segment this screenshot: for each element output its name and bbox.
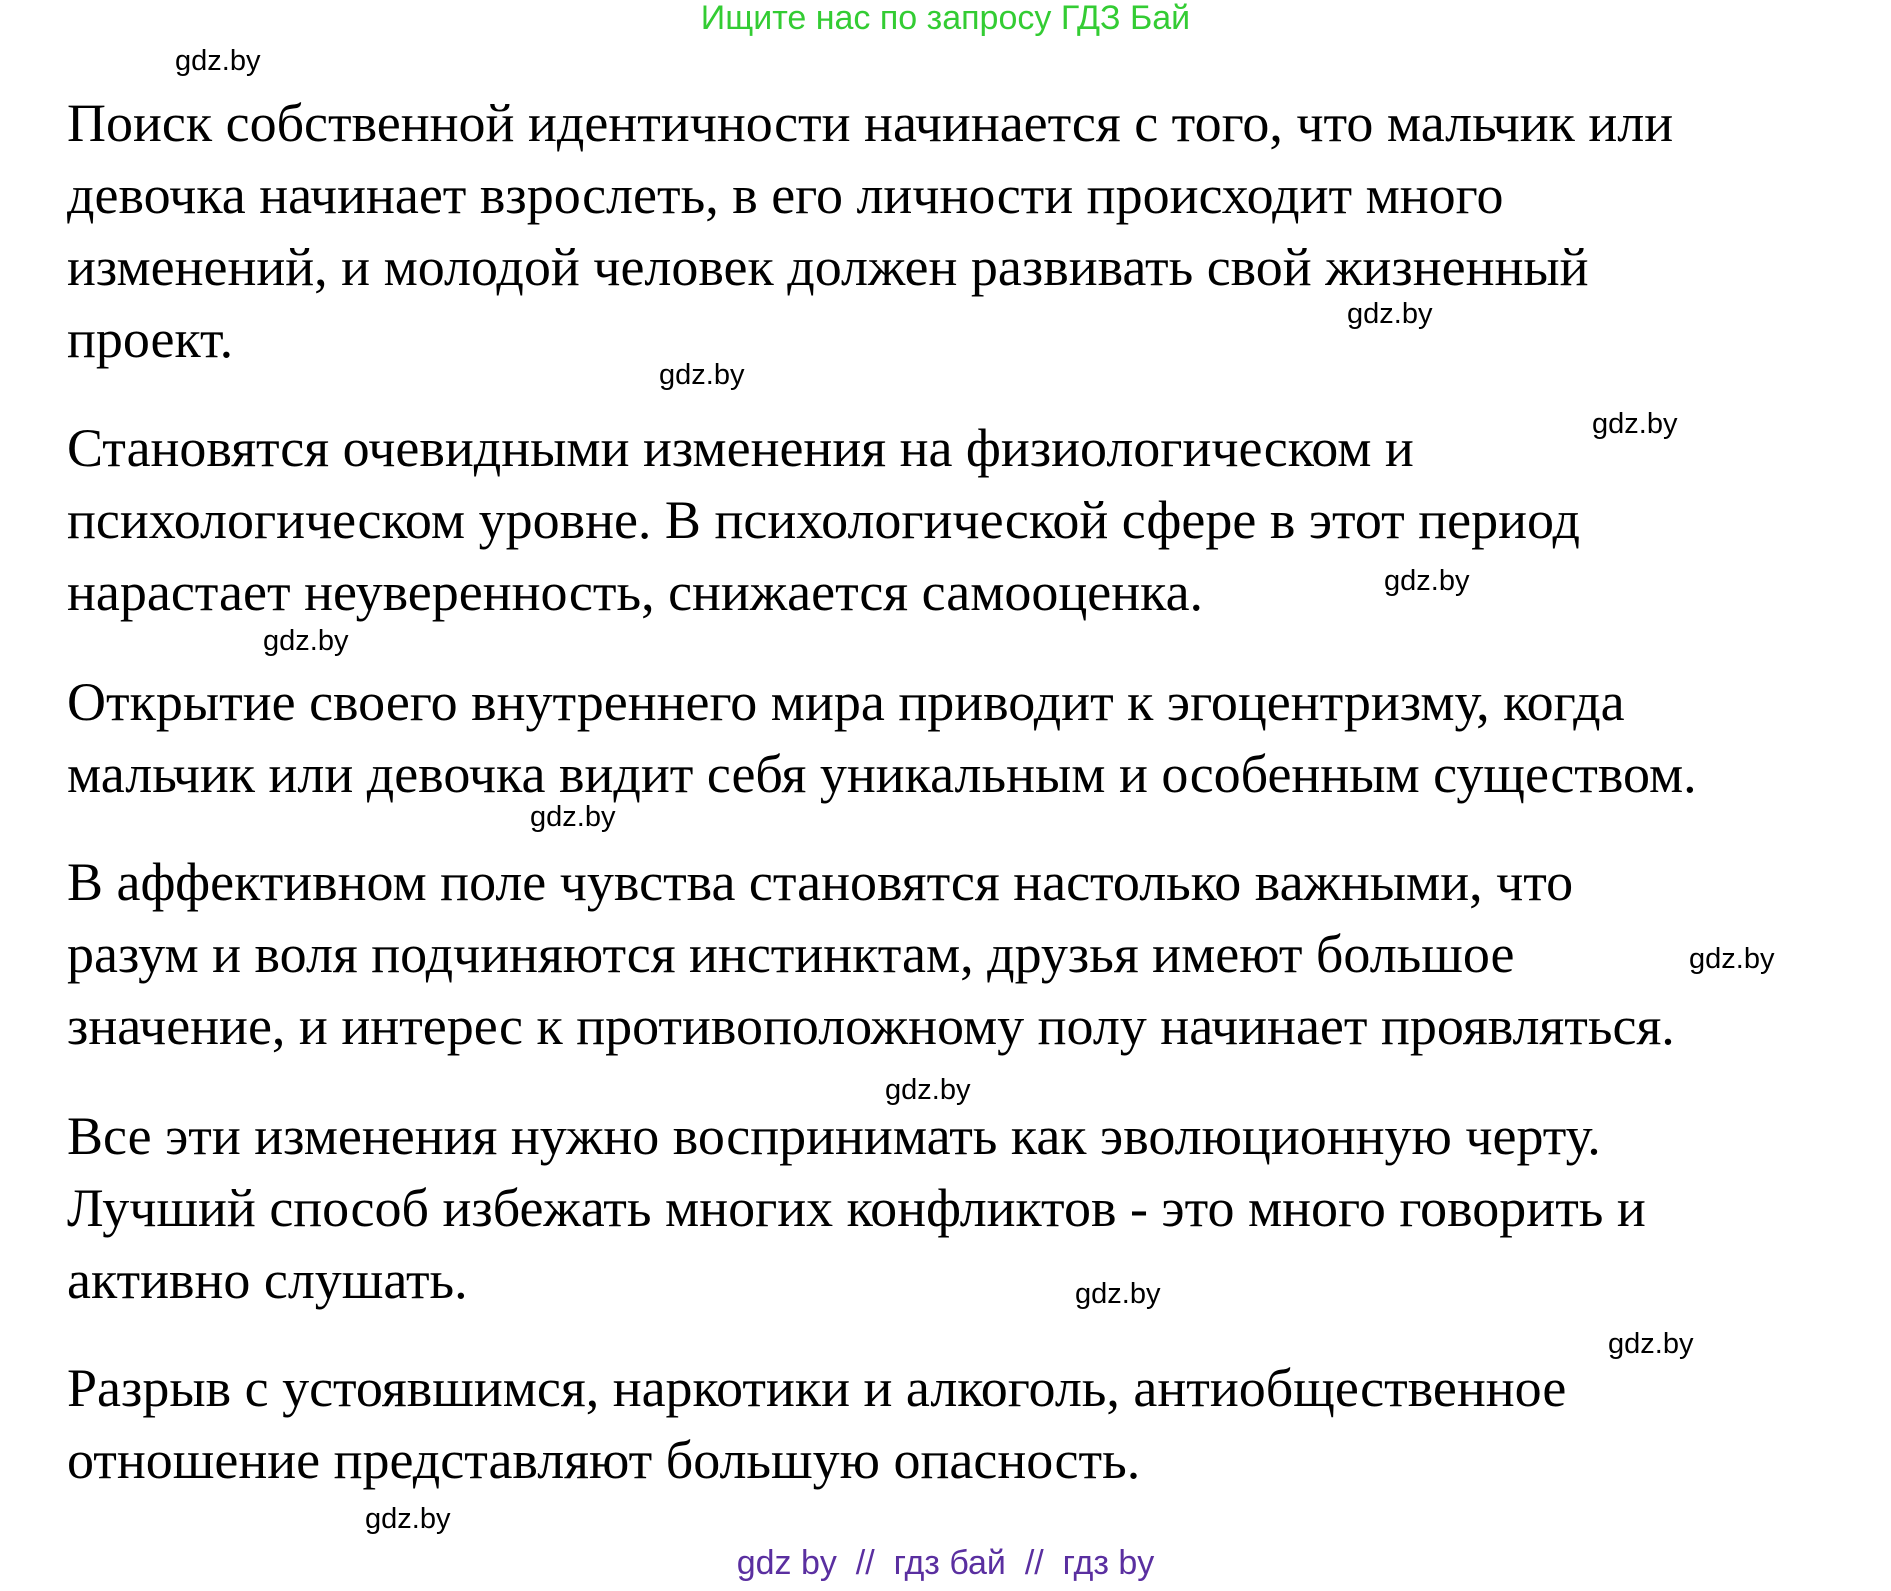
paragraph-3-line-2: мальчик или девочка видит себя уникальным и особенным существом. — [67, 744, 1697, 804]
paragraph-4-line-3: значение, и интерес к противоположному полу начинает проявляться. — [67, 996, 1675, 1056]
watermark: gdz.by — [263, 625, 349, 657]
watermark: gdz.by — [175, 45, 261, 77]
paragraph-5-line-1: Все эти изменения нужно воспринимать как эволюционную черту. — [67, 1106, 1601, 1166]
watermark: gdz.by — [1347, 298, 1433, 330]
watermark: gdz.by — [365, 1503, 451, 1535]
footer-banner: gdz by // гдз бай // гдз by — [736, 1544, 1155, 1582]
paragraph-2-line-3: нарастает неуверенность, снижается самооценка. — [67, 562, 1204, 622]
paragraph-3-line-1: Открытие своего внутреннего мира приводит к эгоцентризму, когда — [67, 672, 1625, 732]
watermark: gdz.by — [1608, 1328, 1694, 1360]
header-banner: Ищите нас по запросу ГДЗ Бай — [700, 0, 1191, 37]
paragraph-5-line-2: Лучший способ избежать многих конфликтов - это много говорить и — [67, 1178, 1646, 1238]
paragraph-6-line-2: отношение представляют большую опасность. — [67, 1430, 1141, 1490]
paragraph-1-line-3: изменений, и молодой человек должен развивать свой жизненный — [67, 237, 1589, 297]
paragraph-1-line-4: проект. — [67, 309, 234, 369]
paragraph-4-line-2: разум и воля подчиняются инстинктам, друзья имеют большое — [67, 924, 1515, 984]
watermark: gdz.by — [1075, 1278, 1161, 1310]
watermark: gdz.by — [1592, 408, 1678, 440]
watermark: gdz.by — [885, 1074, 971, 1106]
watermark: gdz.by — [1384, 565, 1470, 597]
paragraph-4-line-1: В аффективном поле чувства становятся настолько важными, что — [67, 852, 1574, 912]
watermark: gdz.by — [530, 801, 616, 833]
paragraph-2-line-2: психологическом уровне. В психологической сфере в этот период — [67, 490, 1580, 550]
watermark: gdz.by — [659, 359, 745, 391]
paragraph-6-line-1: Разрыв с устоявшимся, наркотики и алкоголь, антиобщественное — [67, 1358, 1567, 1418]
watermark: gdz.by — [1689, 943, 1775, 975]
paragraph-2-line-1: Становятся очевидными изменения на физиологическом и — [67, 418, 1414, 478]
paragraph-5-line-3: активно слушать. — [67, 1250, 468, 1310]
paragraph-1-line-2: девочка начинает взрослеть, в его личности происходит много — [67, 165, 1504, 225]
paragraph-1-line-1: Поиск собственной идентичности начинается с того, что мальчик или — [67, 93, 1674, 153]
